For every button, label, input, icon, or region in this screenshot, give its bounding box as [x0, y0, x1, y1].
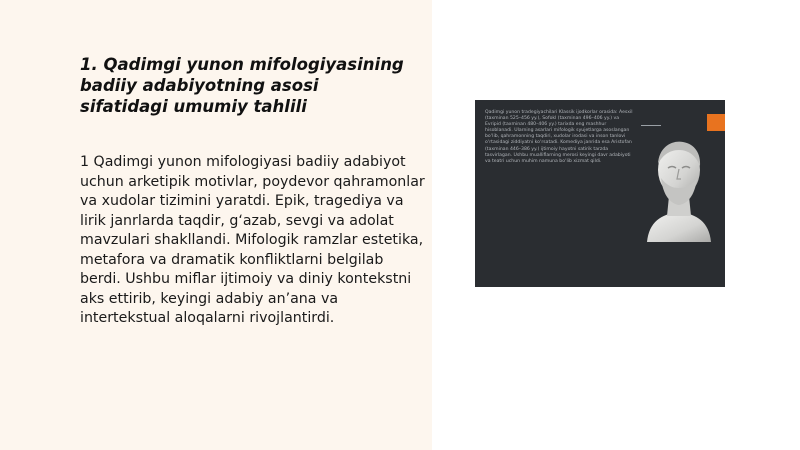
thumbnail-divider: [641, 125, 661, 126]
slide-thumbnail-image: [475, 100, 725, 287]
thumbnail-accent-bar: [707, 114, 725, 131]
slide-body: 1 Qadimgi yunon mifologiyasi badiiy adabiyot uchun arketipik motivlar, poydevor qahramonlar va xudolar tizimini yaratdi. Epik, tragediya va lirik janrlarda taqdir, g‘azab, sevgi va adolat mavzulari shakllandi. Mifologik ramzlar estetika, metafora va dramatik konfliktlarni belgilab berdi. Ushbu miflar ijtimoiy va diniy kontekstni aks ettirib, keyingi adabiy an’ana va intertekstual aloqalarni rivojlantirdi.: [80, 154, 425, 326]
thumbnail-text: Qadimgi yunon tradegiyachilari Klassik ijodkorlar orasida: Aesxil (taxminan 525–456 yy.), Sofokl (taxminan 496–406 yy.) va Evripid (taxminan 480–406 yy.) tarixda eng mashhur hisoblanadi. Ularning asarlari mifologik syujetlarga asoslangan bo‘lib, qahramonning taqdiri, xudolar irodasi va inson tanlovi o‘rtasidagi ziddiyatni ko‘rsatadi. Komediya janrida esa Aristofan (taxminan 446–386 yy.) ijtimoiy hayotni satirik tarzda tasvirlagan. Ushbu mualliflarning merosi keyingi davr adabiyoti va teatri uchun muhim namuna bo‘lib xizmat qildi.: [485, 110, 633, 164]
greek-bust-icon: [639, 134, 719, 244]
slide-title: 1. Qadimgi yunon mifologiyasining badiiy adabiyotning asosi sifatidagi umumiy tahlili: [80, 55, 404, 116]
